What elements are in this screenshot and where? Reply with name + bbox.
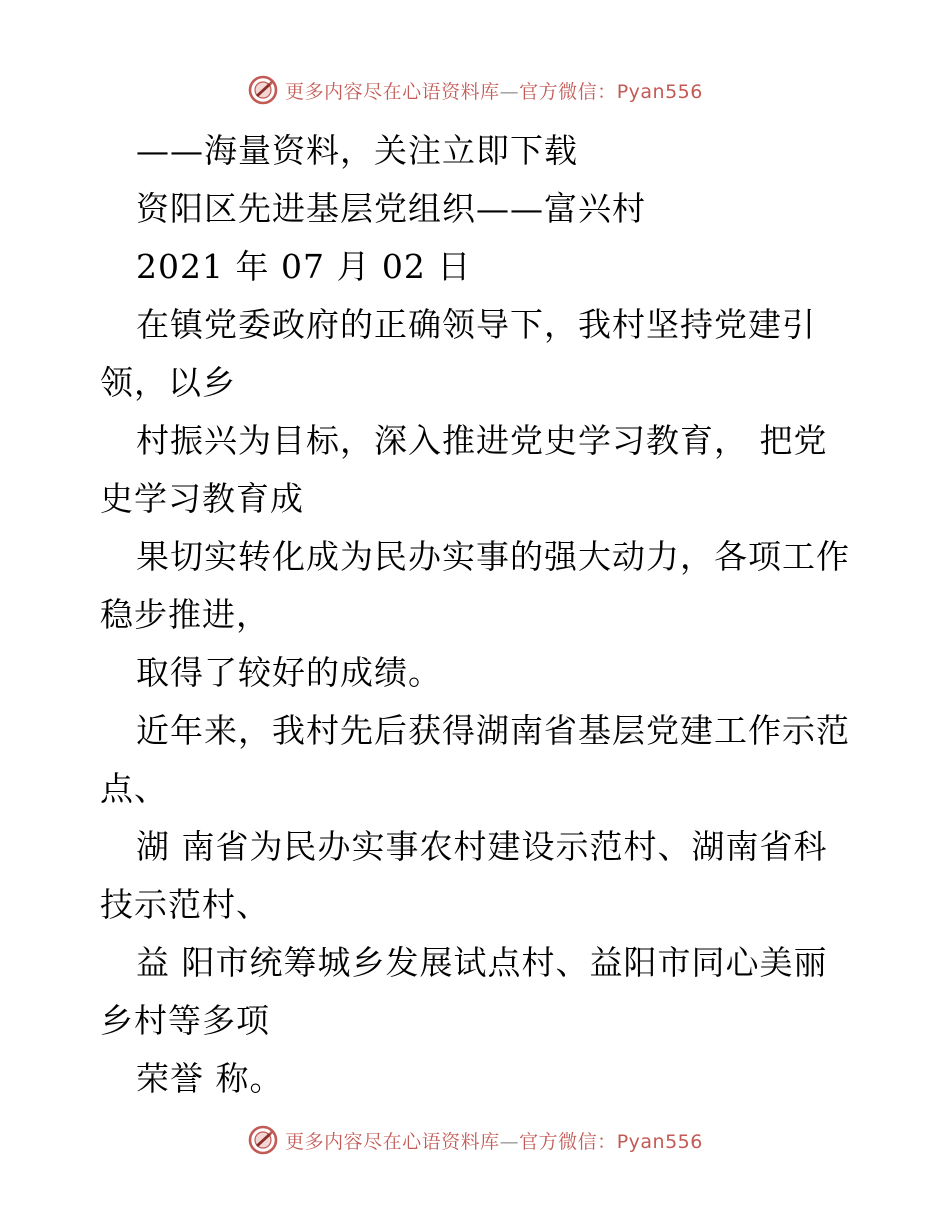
- watermark-group: [247, 1124, 703, 1156]
- text-line: 技示范村、: [100, 885, 270, 924]
- text-line: 荣誉 称。: [136, 1059, 284, 1098]
- watermark-brand: 更多内容尽在心语资料库: [285, 80, 500, 103]
- text-line: 史学习教育成: [100, 479, 304, 518]
- watermark-wechat-label: 官方微信：: [519, 80, 617, 103]
- footer-watermark: [0, 1120, 950, 1160]
- header-watermark: [0, 70, 950, 110]
- text-line: 近年来，我村先后获得湖南省基层党建工作示范: [136, 711, 850, 750]
- seal-logo-icon: [247, 1124, 279, 1156]
- text-line: ——海量资料，关注立即下载: [136, 131, 578, 170]
- text-line: 在镇党委政府的正确领导下，我村坚持党建引: [136, 305, 816, 344]
- watermark-text: [285, 77, 703, 104]
- text-line: 乡村等多项: [100, 1001, 270, 1040]
- text-line: 2021 年 07 月 02 日: [136, 247, 472, 286]
- document-body: [100, 122, 860, 1108]
- watermark-wechat-id: Pyan556: [616, 1130, 703, 1153]
- text-line: 点、: [100, 769, 168, 808]
- seal-logo-icon: [247, 74, 279, 106]
- text-line: 果切实转化成为民办实事的强大动力，各项工作: [136, 537, 850, 576]
- text-line: 资阳区先进基层党组织——富兴村: [136, 189, 646, 228]
- text-line: 取得了较好的成绩。: [136, 653, 442, 692]
- text-line: 村振兴为目标，深入推进党史学习教育， 把党: [136, 421, 828, 460]
- text-line: 益 阳市统筹城乡发展试点村、益阳市同心美丽: [136, 943, 828, 982]
- watermark-text: [285, 1127, 703, 1154]
- watermark-brand: 更多内容尽在心语资料库: [285, 1130, 500, 1153]
- watermark-group: [247, 74, 703, 106]
- watermark-wechat-label: 官方微信：: [519, 1130, 617, 1153]
- watermark-separator: —: [499, 1130, 520, 1153]
- text-line: 稳步推进，: [100, 595, 270, 634]
- text-line: 领，以乡: [100, 363, 236, 402]
- text-line: 湖 南省为民办实事农村建设示范村、湖南省科: [136, 827, 828, 866]
- watermark-wechat-id: Pyan556: [616, 80, 703, 103]
- watermark-separator: —: [499, 80, 520, 103]
